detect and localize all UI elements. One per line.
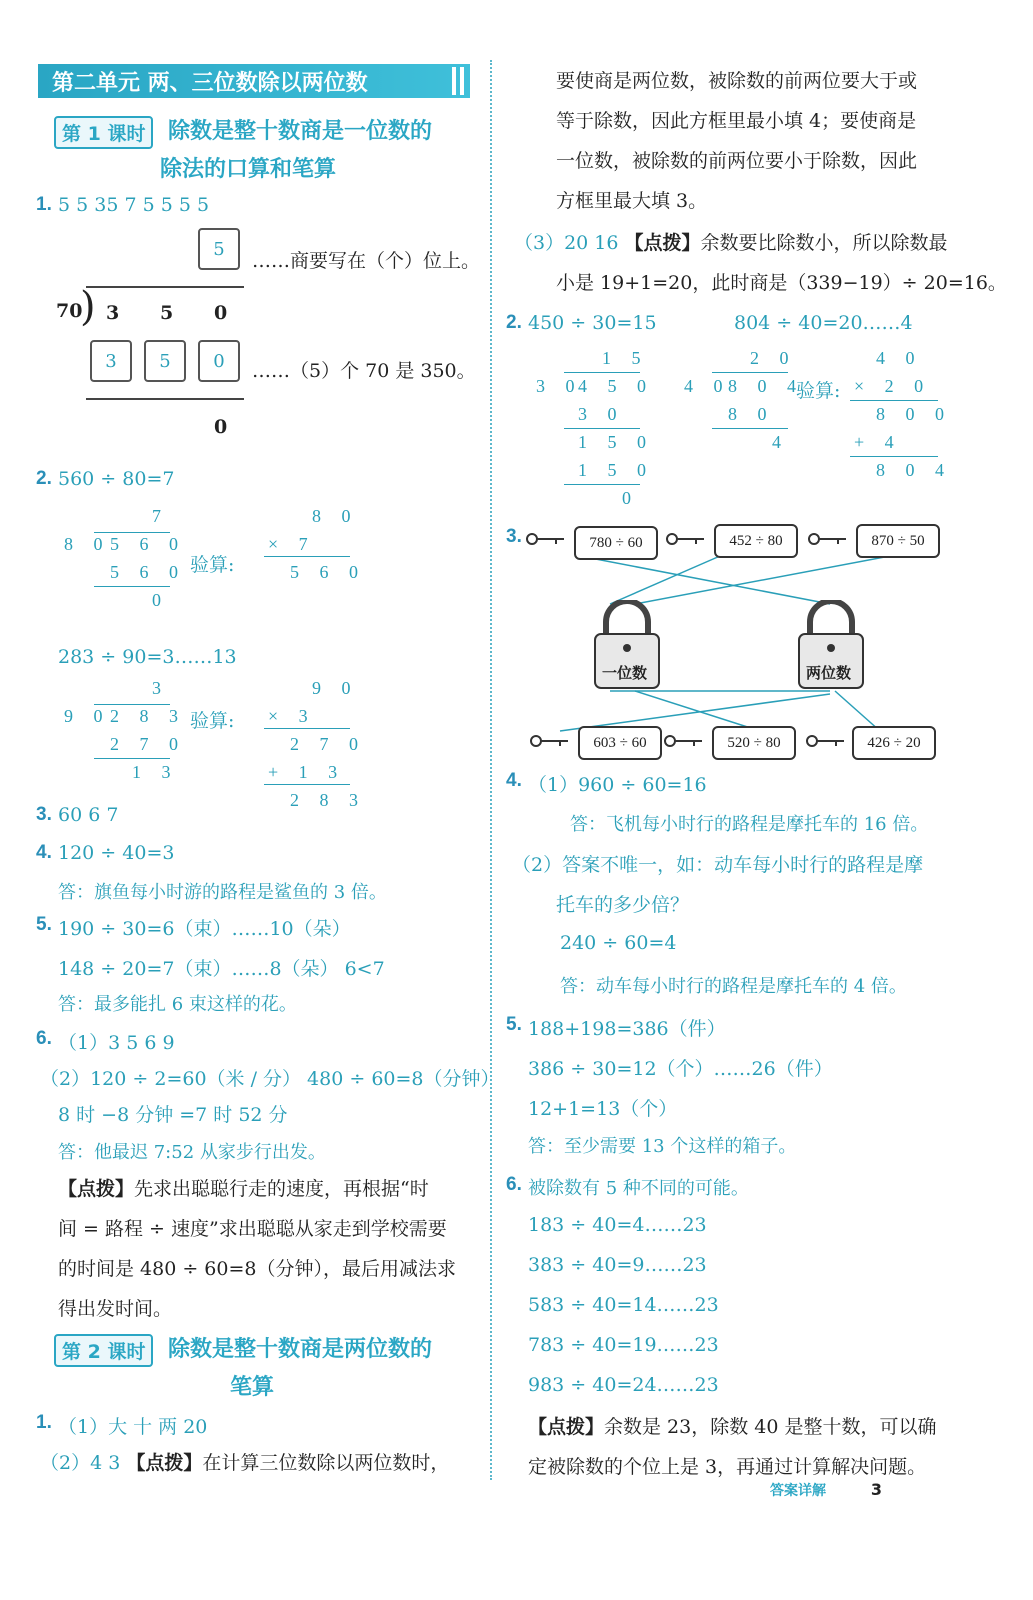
match-line-870-two [635, 556, 890, 604]
qc-check-label: 验算: [796, 380, 841, 402]
q2b-product: 2 7 0 [110, 734, 186, 754]
key-icon [806, 734, 846, 748]
q2a-quotient: 7 [152, 506, 169, 526]
key-icon [530, 734, 570, 748]
qa-product2: 1 5 0 [578, 460, 654, 480]
q1-remainder: 0 [214, 416, 228, 438]
qb-product: 8 0 [728, 404, 775, 424]
qc-check-2: × 2 0 [854, 376, 932, 396]
right-line5 [514, 228, 948, 255]
right-q5-answer: 答：至少需要 13 个这样的箱子。 [528, 1136, 797, 1157]
q2b-remainder: 1 3 [132, 762, 179, 782]
q2b-divisor: 9 0 [64, 706, 111, 726]
q2b-bar [94, 704, 170, 705]
product-box-2: 5 [144, 340, 186, 382]
match-line-520-one [635, 691, 760, 731]
l2-q1-answers: （2）4 3 [40, 1452, 121, 1474]
left-q4-eq: 120 ÷ 40=3 [58, 842, 175, 864]
right-q5-line2: 386 ÷ 30=12（个）……26（件） [528, 1058, 833, 1080]
right-q6-tip-text: 余数是 23，除数 40 是整十数，可以确 [604, 1416, 937, 1438]
qa-dividend: 4 5 0 [578, 376, 654, 396]
q1-dividend-digit-2: 5 [160, 302, 174, 324]
lesson1-title-line1: 除数是整十数商是一位数的 [168, 119, 433, 144]
lock-label-two-digit: 两位数 [806, 664, 852, 682]
lesson1-tag: 第 1 课时 [54, 116, 153, 149]
key-icon [526, 532, 566, 546]
right-q4-line3: 托车的多少倍？ [556, 894, 690, 916]
left-q5-line1: 190 ÷ 30=6（束）……10（朵） [58, 918, 351, 940]
left-q2-eq2: 283 ÷ 90=3……13 [58, 646, 237, 668]
left-q6-line2: （2）120 ÷ 2=60（米 / 分） 480 ÷ 60=8（分钟） [40, 1068, 500, 1090]
l2-q1-tip: 在计算三位数除以两位数时， [202, 1452, 450, 1474]
q2a-check-1: 8 0 [312, 506, 359, 526]
qc-check-1: 4 0 [876, 348, 923, 368]
q2b-check-line1 [264, 728, 350, 729]
right-q6-line1: 被除数有 5 种不同的可能。 [528, 1178, 749, 1199]
right-q2-eq1: 450 ÷ 30=15 [528, 312, 657, 334]
qb-bar [712, 372, 788, 373]
qa-divisor: 3 0 [536, 376, 583, 396]
left-q6-tip-line2: 间 = 路程 ÷ 速度”求出聪聪从家走到学校需要 [58, 1218, 447, 1240]
q2a-check-label: 验算: [190, 554, 235, 576]
key-icon [664, 734, 704, 748]
q2b-check-4: + 1 3 [268, 762, 346, 782]
match-line-426-two [835, 691, 880, 731]
left-q1-number: 1. [36, 194, 52, 215]
q2a-check-2: × 7 [268, 534, 316, 554]
q1-dividend-digit-3: 0 [214, 302, 228, 324]
qa-remainder: 0 [622, 488, 639, 508]
right-q4-answer2: 答：动车每小时行的路程是摩托车的 4 倍。 [560, 976, 907, 997]
right-tip-text: 余数要比除数小，所以除数最 [700, 232, 948, 254]
lesson1-title-line2: 除法的口算和笔算 [160, 157, 337, 182]
page-number: 3 [870, 1480, 883, 1499]
q2b-check-3: 2 7 0 [290, 734, 366, 754]
q2b-check-label: 验算: [190, 710, 235, 732]
right-q4-line4: 240 ÷ 60=4 [560, 932, 677, 954]
lesson2-title-line1: 除数是整十数商是两位数的 [168, 1337, 433, 1362]
left-q2-eq1: 560 ÷ 80=7 [58, 468, 175, 490]
left-q6-line1: （1）3 5 6 9 [58, 1032, 175, 1054]
right-q6-tip-line1 [528, 1412, 937, 1439]
right-q6-item: 783 ÷ 40=19……23 [528, 1334, 719, 1356]
right-q4-answer1: 答：飞机每小时行的路程是摩托车的 16 倍。 [570, 814, 929, 835]
q2a-check-3: 5 6 0 [290, 562, 366, 582]
qb-line [712, 428, 788, 429]
right-q5-line1: 188+198=386（件） [528, 1018, 726, 1040]
qc-line1 [850, 400, 938, 401]
tip-text: 先求出聪聪行走的速度，再根据“时 [134, 1178, 429, 1200]
division-bracket: ) [80, 284, 96, 330]
qc-check-4: + 4 [854, 432, 902, 452]
qb-remainder: 4 [772, 432, 789, 452]
q2b-check-5: 2 8 3 [290, 790, 366, 810]
qc-line2 [850, 456, 938, 457]
right-q6-item: 583 ÷ 40=14……23 [528, 1294, 719, 1316]
q2b-dividend: 2 8 3 [110, 706, 186, 726]
right-line4: 方框里最大填 3。 [556, 190, 708, 212]
q2a-divisor: 8 0 [64, 534, 111, 554]
left-q5-line2: 148 ÷ 20=7（束）……8（朵） 6<7 [58, 958, 385, 980]
right-q5-number: 5. [506, 1014, 522, 1035]
left-q4-answer: 答：旗鱼每小时游的路程是鲨鱼的 3 倍。 [58, 882, 387, 903]
qa-quotient: 1 5 [602, 348, 649, 368]
left-q6-tip-line4: 得出发时间。 [58, 1298, 173, 1320]
lesson2-title-line2: 笔算 [230, 1375, 275, 1400]
right-q3-number: 3. [506, 526, 522, 547]
q2a-bar [94, 532, 170, 533]
right-line3: 一位数，被除数的前两位要小于除数，因此 [556, 150, 918, 172]
left-q4-number: 4. [36, 842, 52, 863]
right-q2-eq2: 804 ÷ 40=20……4 [734, 312, 913, 334]
right-line1: 要使商是两位数，被除数的前两位要大于或 [556, 70, 918, 92]
key-tag-520[interactable]: 520 ÷ 80 [712, 726, 796, 760]
q2b-quotient: 3 [152, 678, 169, 698]
left-q6-answer: 答：他最迟 7:52 从家步行出发。 [58, 1142, 326, 1163]
key-icon [808, 532, 848, 546]
left-q6-tip-line1 [58, 1174, 429, 1201]
left-q5-number: 5. [36, 914, 52, 935]
right-q6-item: 983 ÷ 40=24……23 [528, 1374, 719, 1396]
q2b-check-2: × 3 [268, 706, 316, 726]
column-divider [490, 60, 492, 1480]
q2b-sub-line [94, 758, 170, 759]
page-footer [770, 1480, 882, 1500]
subtraction-line [86, 398, 244, 400]
unit-banner [38, 64, 470, 98]
right-q4-number: 4. [506, 770, 522, 791]
qa-line1 [564, 428, 640, 429]
qb-quotient: 2 0 [750, 348, 797, 368]
key-tag-426[interactable]: 426 ÷ 20 [852, 726, 936, 760]
quotient-box: 5 [198, 228, 240, 270]
l2-q1-line1: （1）大 十 两 20 [58, 1416, 208, 1438]
right-q5-line3: 12+1=13（个） [528, 1098, 678, 1120]
q2a-sub-line [94, 586, 170, 587]
qa-partial: 1 5 0 [578, 432, 654, 452]
qc-check-3: 8 0 0 [876, 404, 952, 424]
right-q2-number: 2. [506, 312, 522, 333]
left-q3-number: 3. [36, 804, 52, 825]
q1-note-times: ……（5）个 70 是 350。 [252, 360, 476, 382]
l2-q1-line2 [40, 1448, 449, 1475]
q2a-check-line [264, 556, 350, 557]
product-box-3: 0 [198, 340, 240, 382]
footer-label: 答案详解 [770, 1483, 826, 1499]
qb-divisor: 4 0 [684, 376, 731, 396]
key-tag-780[interactable]: 780 ÷ 60 [574, 526, 658, 560]
q1-dividend-digit-1: 3 [106, 302, 120, 324]
banner-bars [452, 67, 464, 95]
left-q6-line3: 8 时 −8 分钟 =7 时 52 分 [58, 1104, 288, 1126]
right-q6-tip-line2: 定被除数的个位上是 3，再通过计算解决问题。 [528, 1456, 927, 1478]
key-tag-452[interactable]: 452 ÷ 80 [714, 524, 798, 558]
right-line6: 小是 19+1=20，此时商是（339−19）÷ 20=16。 [556, 272, 1007, 294]
key-icon [666, 532, 706, 546]
q2a-product: 5 6 0 [110, 562, 186, 582]
tip-label: 【点拨】 [126, 1452, 203, 1474]
q1-divisor: 70 [56, 300, 83, 322]
left-q6-number: 6. [36, 1028, 52, 1049]
tip-label: 【点拨】 [58, 1178, 135, 1200]
q2b-check-1: 9 0 [312, 678, 359, 698]
right-q3-answers: （3）20 16 [514, 232, 619, 254]
key-tag-603[interactable]: 603 ÷ 60 [578, 726, 662, 760]
division-bar [86, 286, 244, 288]
right-q6-item: 383 ÷ 40=9……23 [528, 1254, 707, 1276]
left-q5-answer: 答：最多能扎 6 束这样的花。 [58, 994, 297, 1015]
lock-label-one-digit: 一位数 [602, 664, 648, 682]
right-q6-item: 183 ÷ 40=4……23 [528, 1214, 707, 1236]
qa-line2 [564, 484, 640, 485]
left-q2-number: 2. [36, 468, 52, 489]
left-q1-answers: 5 5 35 7 5 5 5 5 [58, 194, 210, 216]
unit-title: 第二单元 两、三位数除以两位数 [52, 70, 368, 96]
l2-q1-number: 1. [36, 1412, 52, 1433]
left-q6-tip-line3: 的时间是 480 ÷ 60=8（分钟），最后用减法求 [58, 1258, 456, 1280]
qb-dividend: 8 0 4 [728, 376, 804, 396]
tip-label: 【点拨】 [624, 232, 701, 254]
qa-product1: 3 0 [578, 404, 625, 424]
right-q6-number: 6. [506, 1174, 522, 1195]
right-line2: 等于除数，因此方框里最小填 4；要使商是 [556, 110, 917, 132]
product-box-1: 3 [90, 340, 132, 382]
key-tag-870[interactable]: 870 ÷ 50 [856, 524, 940, 558]
qc-check-5: 8 0 4 [876, 460, 952, 480]
q2a-dividend: 5 6 0 [110, 534, 186, 554]
right-q4-line1: （1）960 ÷ 60=16 [528, 774, 707, 796]
qa-bar [564, 372, 640, 373]
left-q3-answers: 60 6 7 [58, 804, 119, 826]
q1-note-place: ……商要写在（个）位上。 [252, 250, 481, 272]
lesson2-tag: 第 2 课时 [54, 1334, 153, 1367]
q2b-check-line2 [264, 784, 350, 785]
right-q4-line2: （2）答案不唯一，如：动车每小时行的路程是摩 [512, 854, 924, 876]
tip-label: 【点拨】 [528, 1416, 605, 1438]
q2a-remainder: 0 [152, 590, 169, 610]
